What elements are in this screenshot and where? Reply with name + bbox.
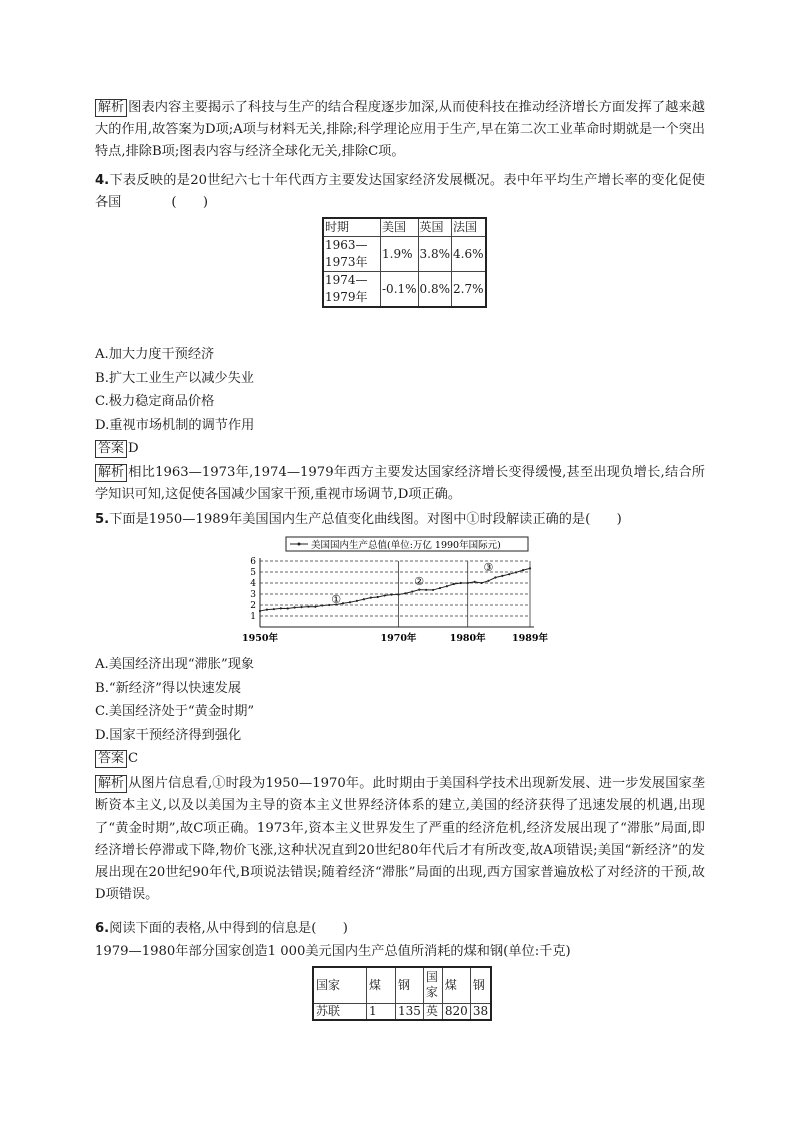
- data-point: [384, 594, 386, 596]
- q4-answer-value: D: [128, 441, 139, 456]
- data-point: [273, 608, 275, 610]
- data-point: [460, 582, 462, 584]
- data-point: [300, 606, 302, 608]
- chart-x-ticks: [242, 632, 548, 644]
- data-point: [356, 600, 358, 602]
- q6-table-caption: 1979—1980年部分国家创造1 000美元国内生产总值所消耗的煤和钢(单位:千克): [95, 944, 571, 959]
- q4-stem: [95, 170, 705, 214]
- q5-stem-text: 下面是1950—1989年美国国内生产总值变化曲线图。对图中①时段解读正确的是: [109, 512, 586, 527]
- table-cell: 1.9%: [381, 237, 419, 272]
- y-tick-label: 6: [250, 557, 256, 567]
- data-point: [397, 593, 399, 595]
- legend-label: 美国国内生产总值(单位:万亿 1990年国际元): [311, 540, 501, 551]
- option-b: B.扩大工业生产以减少失业: [95, 370, 254, 386]
- data-point: [411, 590, 413, 592]
- q4-growth-table: [322, 217, 487, 308]
- table-cell: -0.1%: [381, 272, 419, 308]
- data-point: [342, 602, 344, 604]
- data-point: [363, 598, 365, 600]
- table-cell: 2.7%: [452, 272, 486, 308]
- answer-tag: 答案: [95, 440, 127, 458]
- table-header-cell: 国家: [423, 967, 442, 1003]
- table-header-cell: 煤: [367, 967, 396, 1003]
- q6-stem-text: 阅读下面的表格,从中得到的信息是: [109, 921, 312, 936]
- data-point: [529, 567, 531, 569]
- data-point: [404, 592, 406, 594]
- y-tick-label: 5: [250, 568, 256, 578]
- data-point: [508, 573, 510, 575]
- table-cell: 1974—1979年: [323, 272, 381, 308]
- q5-analysis: [95, 773, 705, 907]
- data-point: [494, 576, 496, 578]
- q4-options: [95, 343, 705, 461]
- q5-answer: [95, 747, 705, 771]
- q3-analysis: [95, 97, 705, 163]
- data-point: [425, 589, 427, 591]
- q3-analysis-text: 图表内容主要揭示了科技与生产的结合程度逐步加深,从而使科技在推动经济增长方面发挥了越来越大的作用,故答案为D项;A项与材料无关,排除;科学理论应用于生产,早在第二次工业革命时期就是一个突出特点,排除B项;图表内容与经济全球化无关,排除C项。: [95, 100, 705, 159]
- x-tick-label: 1970年: [380, 633, 417, 644]
- data-point: [314, 606, 316, 608]
- annotation-label: ③: [483, 560, 494, 574]
- table-header-cell: 钢: [470, 967, 491, 1003]
- data-point: [287, 607, 289, 609]
- x-tick-label: 1980年: [449, 633, 486, 644]
- analysis-tag: 解析: [95, 775, 127, 793]
- q6-number: 6.: [95, 921, 110, 936]
- table-cell: 4.6%: [452, 237, 486, 272]
- q5-stem: [95, 509, 705, 531]
- data-point: [266, 609, 268, 611]
- table-row: [313, 1003, 491, 1020]
- q5-options: [95, 653, 705, 771]
- table-header-cell: 时期: [323, 218, 381, 237]
- q4-analysis: [95, 462, 705, 506]
- q4-analysis-text: 相比1963—1973年,1974—1979年西方主要发达国家经济增长变得缓慢,甚至出现负增长,结合所学知识可知,这促使各国减少国家干预,重视市场调节,D项正确。: [95, 465, 705, 502]
- table-header-row: [323, 218, 486, 237]
- analysis-tag: 解析: [95, 464, 127, 482]
- data-point: [328, 604, 330, 606]
- data-point: [474, 581, 476, 583]
- answer-tag: 答案: [95, 750, 127, 768]
- table-row: [323, 272, 486, 308]
- gdp-line-chart: [242, 533, 548, 647]
- option-c: C.极力稳定商品价格: [95, 394, 215, 409]
- option-a: A.美国经济出现“滞胀”现象: [95, 657, 255, 672]
- x-tick-label: 1989年: [512, 633, 548, 644]
- data-point: [453, 583, 455, 585]
- y-tick-label: 2: [250, 601, 256, 611]
- data-point: [432, 589, 434, 591]
- table-header-cell: 英国: [418, 218, 452, 237]
- table-cell: 0.8%: [418, 272, 452, 308]
- data-point: [377, 596, 379, 598]
- data-point: [480, 582, 482, 584]
- option-d: D.重视市场机制的调节作用: [95, 417, 255, 433]
- data-point: [467, 582, 469, 584]
- table-header-cell: 美国: [381, 218, 419, 237]
- q4-stem-text: 下表反映的是20世纪六七十年代西方主要发达国家经济发展概况。表中年平均生产增长率的变化促使各国: [95, 173, 705, 210]
- data-point: [487, 580, 489, 582]
- q4-answer: [95, 437, 705, 461]
- y-tick-label: 1: [250, 612, 256, 622]
- q4-answer-blank: ( ): [171, 195, 209, 210]
- table-cell: 135: [396, 1003, 424, 1020]
- table-header-cell: 钢: [396, 967, 424, 1003]
- q6-answer-blank: ( ): [311, 921, 348, 936]
- q5-answer-value: C: [128, 751, 139, 766]
- table-cell: 苏联: [313, 1003, 367, 1020]
- data-point: [259, 610, 261, 612]
- option-c: C.美国经济处于“黄金时期”: [95, 704, 255, 719]
- table-cell: 英: [423, 1003, 442, 1020]
- annotation-label: ①: [331, 592, 342, 606]
- table-header-cell: 法国: [452, 218, 486, 237]
- chart-y-ticks: [250, 557, 256, 622]
- x-tick-label: 1950年: [242, 633, 278, 644]
- data-point: [307, 606, 309, 608]
- data-point: [321, 604, 323, 606]
- q5-analysis-text: 从图片信息看,①时段为1950—1970年。此时期由于美国科学技术出现新发展、进一步发展国家垄断资本主义,以及以美国为主导的资本主义世界经济体系的建立,美国的经济获得了迅速发展的机遇,出现了“黄金时期”,故C项正确。1973年,资本主义世界发生了严重的经济危机,经济发展出现了“滞胀”局面,即经济增长停滞或下降,物价飞涨,这种状况直到20世纪80年代后才有所改变,故A项错误;美国“新经济”的发展出现在20世纪90年代,B项说法错误;随着经济“滞胀”局面的出现,西方国家普遍放松了对经济的干预,故D项错误。: [95, 776, 705, 903]
- data-point: [280, 607, 282, 609]
- analysis-tag: 解析: [95, 99, 127, 117]
- q6-consumption-table: [312, 966, 492, 1021]
- table-row: [323, 237, 486, 272]
- data-point: [349, 601, 351, 603]
- data-point: [522, 569, 524, 571]
- data-point: [294, 606, 296, 608]
- option-a: A.加大力度干预经济: [95, 347, 215, 362]
- table-header-row: [313, 967, 491, 1003]
- data-point: [390, 594, 392, 596]
- legend-marker: [298, 543, 301, 546]
- table-header-cell: 煤: [442, 967, 470, 1003]
- option-d: D.国家干预经济得到强化: [95, 727, 242, 743]
- table-header-cell: 国家: [313, 967, 367, 1003]
- series-line: [260, 568, 530, 611]
- table-cell: 820: [442, 1003, 470, 1020]
- annotation-label: ②: [414, 575, 425, 589]
- data-point: [501, 575, 503, 577]
- table-cell: 38: [470, 1003, 491, 1020]
- table-cell: 3.8%: [418, 237, 452, 272]
- q5-answer-blank: ( ): [585, 512, 622, 527]
- y-tick-label: 4: [250, 579, 256, 589]
- data-point: [370, 597, 372, 599]
- data-point: [446, 585, 448, 587]
- option-b: B.“新经济”得以快速发展: [95, 680, 242, 696]
- gdp-chart-svg: [242, 533, 548, 647]
- table-cell: 1963—1973年: [323, 237, 381, 272]
- q6-stem: [95, 918, 705, 940]
- q5-number: 5.: [95, 512, 110, 527]
- data-point: [439, 587, 441, 589]
- data-point: [515, 571, 517, 573]
- q4-number: 4.: [95, 173, 110, 188]
- y-tick-label: 3: [250, 590, 256, 600]
- data-point: [418, 589, 420, 591]
- table-cell: 1: [367, 1003, 396, 1020]
